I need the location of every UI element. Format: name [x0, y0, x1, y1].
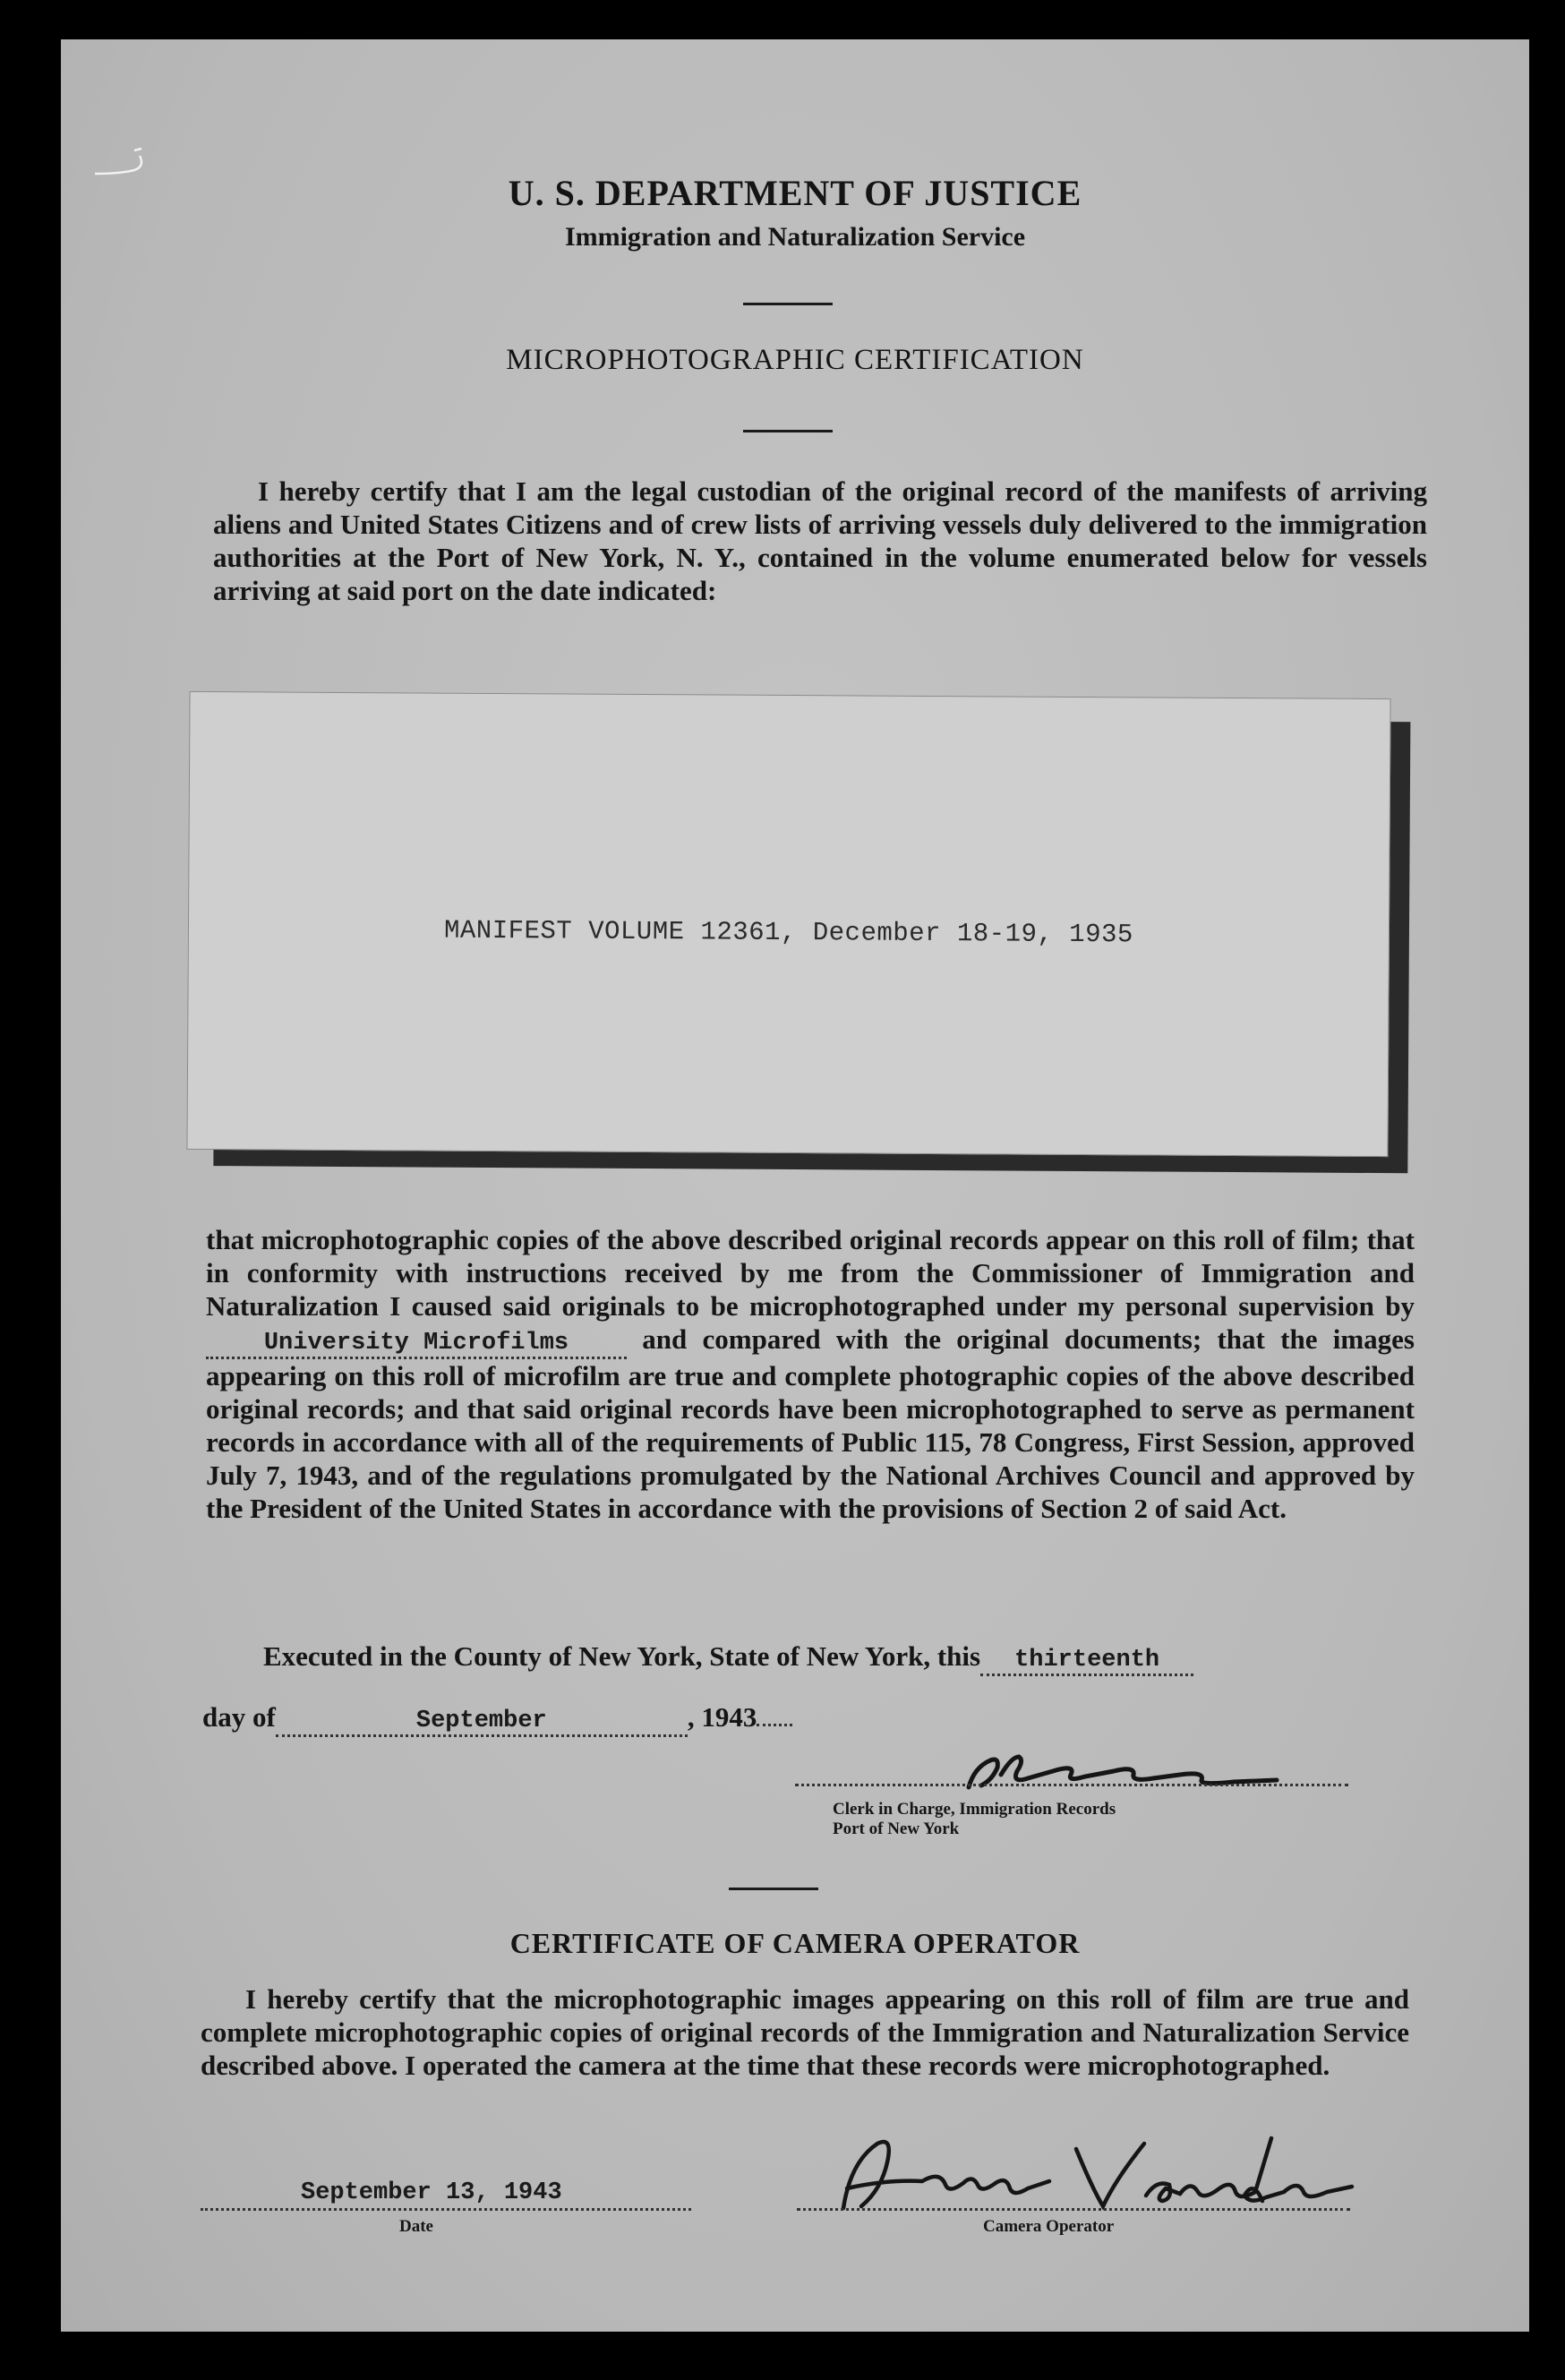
microfilmer-field: University Microfilms	[206, 1330, 627, 1359]
volume-text: MANIFEST VOLUME 12361, December 18-19, 1935	[443, 915, 1133, 950]
department-title: U. S. DEPARTMENT OF JUSTICE	[508, 173, 1082, 213]
camera-operator-label: Camera Operator	[983, 2217, 1115, 2236]
certificate-sheet	[61, 39, 1529, 2332]
certification-title: MICROPHOTOGRAPHIC CERTIFICATION	[506, 344, 1084, 376]
date-label: Date	[399, 2217, 433, 2236]
execution-month-field: September	[276, 1708, 688, 1737]
execution-date-line: day of September , 1943	[202, 1701, 792, 1737]
clerk-signature-icon	[901, 1744, 1330, 1798]
date-line	[201, 2208, 691, 2211]
execution-line: Executed in the County of New York, State of New York, this thirteenth	[263, 1640, 1193, 1676]
execution-day-field: thirteenth	[980, 1647, 1193, 1676]
camera-operator-paragraph: I hereby certify that the microphotographic images appearing on this roll of film are true and complete microphotographic copies of original records of the Immigration and Naturalization Service described above. I operated the camera at the time that these records were microphotographed.	[201, 1983, 1409, 2081]
camera-operator-heading: CERTIFICATE OF CAMERA OPERATOR	[509, 1927, 1081, 1959]
service-subtitle: Immigration and Naturalization Service	[564, 222, 1026, 252]
clerk-title: Clerk in Charge, Immigration Records Port of New York	[833, 1800, 1116, 1838]
clerk-signature-line	[795, 1784, 1348, 1786]
operator-signature-line	[797, 2208, 1350, 2211]
volume-card	[186, 691, 1390, 1157]
divider	[743, 303, 833, 305]
divider	[729, 1888, 818, 1890]
divider	[743, 430, 833, 432]
operator-date: September 13, 1943	[301, 2179, 562, 2206]
body-paragraph: that microphotographic copies of the above described original records appear on this roll of film; that in conformity with instructions received by me from the Commissioner of Immigration and Naturalization I caused said originals to be microphotographed under my personal supervision by University Microfilms and compared with the original documents; that the images appearing on this roll of microfilm are true and complete photographic copies of the above described original records; and that said original records have been microphotographed to serve as permanent records in accordance with all of the requirements of Public 115, 78 Congress, First Session, approved July 7, 1943, and of the regulations promulgated by the National Archives Council and approved by the President of the United States in accordance with the provisions of Section 2 of said Act.	[206, 1224, 1415, 1524]
intro-paragraph: I hereby certify that I am the legal custodian of the original record of the manifests of arriving aliens and United States Citizens and of crew lists of arriving vessels duly delivered to the immigration authorities at the Port of New York, N. Y., contained in the volume enumerated below for vessels arriving at said port on the date indicated:	[213, 475, 1427, 606]
year-dots	[757, 1724, 792, 1726]
